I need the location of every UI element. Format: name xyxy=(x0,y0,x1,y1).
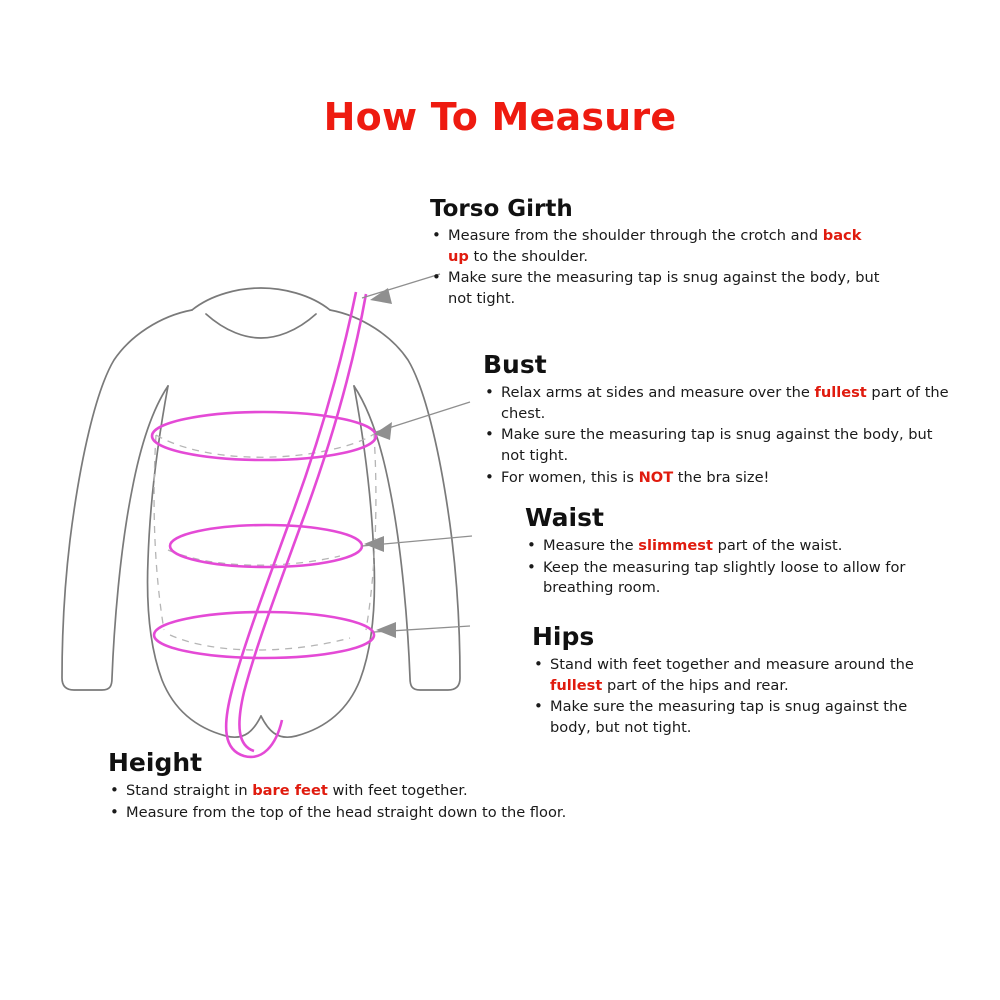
body-outline xyxy=(62,288,460,737)
section-waist xyxy=(525,503,945,600)
bullet-list-bust xyxy=(483,383,953,489)
list-item: • Stand straight in bare feet with feet together. xyxy=(108,781,628,802)
highlight-text: fullest xyxy=(550,676,603,694)
page-title: How To Measure xyxy=(323,95,677,139)
bullet-list-height xyxy=(108,781,628,823)
list-item: • For women, this is NOT the bra size! xyxy=(483,468,953,489)
list-item: • Make sure the measuring tap is snug against the body, but not tight. xyxy=(483,425,953,466)
measuring-tapes xyxy=(152,292,376,757)
body-diagram xyxy=(40,250,560,790)
section-torso-girth xyxy=(430,196,885,311)
bullet-list-waist xyxy=(525,536,945,599)
list-item: • Stand with feet together and measure around the fullest part of the hips and rear. xyxy=(532,655,932,696)
highlight-text: NOT xyxy=(638,468,674,486)
section-heading-torso-girth: Torso Girth xyxy=(430,196,573,222)
hips-tape xyxy=(154,612,374,658)
highlight-text: fullest xyxy=(814,384,867,401)
section-height xyxy=(108,748,628,824)
bullet-list-hips xyxy=(532,655,932,739)
list-item: • Measure from the top of the head straight down to the floor. xyxy=(108,803,628,824)
list-item: • Make sure the measuring tap is snug against the body, but not tight. xyxy=(532,697,932,738)
list-item: • Measure the slimmest part of the waist. xyxy=(525,536,945,557)
highlight-text: slimmest xyxy=(638,537,713,554)
highlight-text: bare feet xyxy=(252,782,328,799)
section-heading-waist: Waist xyxy=(525,503,604,532)
list-item: • Relax arms at sides and measure over the fullest part of the chest. xyxy=(483,383,953,424)
list-item: • Measure from the shoulder through the crotch and back up to the shoulder. xyxy=(430,226,885,267)
list-item: • Keep the measuring tap slightly loose to allow for breathing room. xyxy=(525,558,945,599)
torso-girth-tape-edge xyxy=(239,294,366,751)
waist-tape xyxy=(170,525,362,567)
section-bust xyxy=(483,350,953,490)
list-item: • Make sure the measuring tap is snug against the body, but not tight. xyxy=(430,268,885,309)
section-heading-bust: Bust xyxy=(483,350,547,379)
section-heading-hips: Hips xyxy=(532,622,595,651)
bust-tape xyxy=(152,412,376,460)
section-hips xyxy=(532,622,932,740)
section-heading-height: Height xyxy=(108,748,203,777)
highlight-text: back up xyxy=(448,227,862,265)
bullet-list-torso-girth xyxy=(430,226,885,310)
